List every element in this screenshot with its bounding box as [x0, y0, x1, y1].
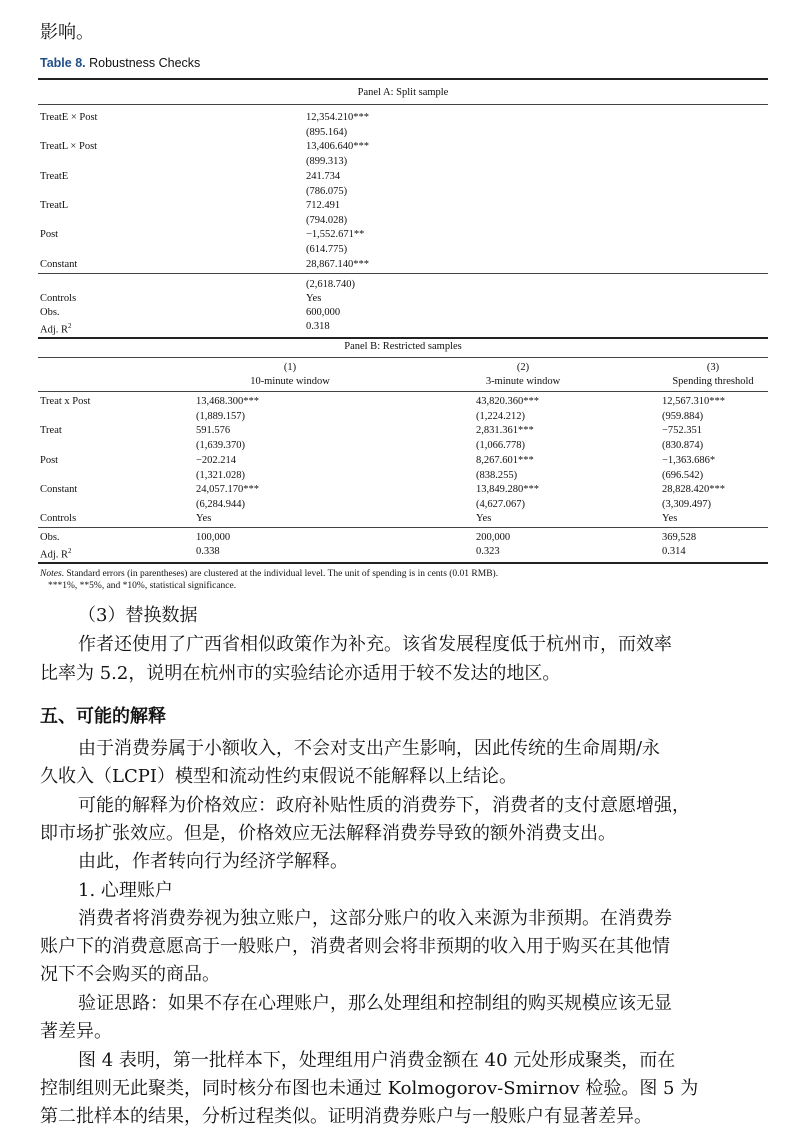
para2-line1: 由于消费券属于小额收入，不会对支出产生影响，因此传统的生命周期/永 — [78, 738, 661, 759]
panel-a-adjr2-label — [40, 320, 72, 337]
panel-b-cell-value: −1,363.686* — [662, 454, 716, 466]
adjr2-text: Adj. R — [40, 324, 69, 336]
panel-a-row-se: (794.028) — [306, 214, 348, 226]
panel-b-obs-c2: 200,000 — [476, 532, 511, 543]
adjr2-b-sup: 2 — [68, 547, 72, 555]
top-text: 影响。 — [40, 22, 94, 43]
panel-b-cell-value: −752.351 — [662, 425, 703, 437]
panel-a-row-label: TreatL × Post — [40, 141, 98, 153]
panel-b-obs-c3: 369,528 — [662, 532, 697, 543]
panel-a-row-value: 712.491 — [306, 199, 341, 211]
panel-b-cell-value: 13,849.280*** — [476, 483, 539, 495]
col1-name: 10-minute window — [250, 376, 330, 387]
para6-line2: 著差异。 — [40, 1021, 112, 1042]
panel-b-controls-c3: Yes — [662, 513, 678, 524]
panel-b-adjr2-c1: 0.338 — [196, 546, 220, 557]
notes-text: . Standard errors (in parentheses) are clustered at the individual level. The unit of spending is in cents (0.01 RMB). — [61, 569, 499, 579]
panel-b-controls-rule — [38, 527, 768, 528]
panel-b-controls-c1: Yes — [196, 513, 212, 524]
panel-b-cell-se: (4,627.067) — [476, 498, 525, 510]
para4: 由此，作者转向行为经济学解释。 — [78, 851, 348, 872]
panel-b-top-rule — [38, 337, 768, 339]
panel-b-cell-se: (830.874) — [662, 440, 704, 452]
para1-line1: 作者还使用了广西省相似政策作为补充。该省发展程度低于杭州市，而效率 — [78, 634, 672, 655]
para2-line2: 久收入（LCPI）模型和流动性约束假说不能解释以上结论。 — [40, 766, 517, 787]
panel-b-controls-c2: Yes — [476, 513, 492, 524]
panel-a-row-se: (614.775) — [306, 244, 348, 256]
panel-a-adjr2-value: 0.318 — [306, 321, 330, 332]
para7-line2: 控制组则无此聚类，同时核分布图也未通过 Kolmogorov-Smirnov 检验。图 5 为 — [40, 1078, 699, 1099]
panel-a-title: Panel A: Split sample — [357, 87, 449, 98]
col1-num: (1) — [283, 362, 297, 373]
panel-b-cell-se: (696.542) — [662, 469, 704, 481]
panel-a-row-label: TreatL — [40, 199, 69, 211]
panel-b-row-label: Treat — [40, 425, 62, 437]
panel-a-controls-label: Controls — [40, 293, 77, 304]
panel-a-row-value: 13,406.640*** — [306, 141, 369, 153]
section-5-heading: 五、可能的解释 — [40, 706, 166, 727]
table-notes-1 — [40, 568, 498, 580]
panel-b-cell-value: 591.576 — [196, 425, 231, 437]
panel-a-obs-label: Obs. — [40, 307, 60, 318]
panel-b-cell-se: (838.255) — [476, 469, 518, 481]
panel-b-adjr2-c3: 0.314 — [662, 546, 686, 557]
panel-b-controls-label: Controls — [40, 513, 77, 524]
panel-b-row-label: Treat x Post — [40, 396, 91, 407]
panel-a-row-value: 241.734 — [306, 170, 341, 182]
panel-a-rule — [38, 104, 768, 105]
table-label: Table 8. — [40, 56, 86, 70]
para7-line3: 第二批样本的结果，分析过程类似。证明消费券账户与一般账户有显著差异。 — [40, 1106, 652, 1127]
panel-a-obs-value: 600,000 — [306, 307, 341, 318]
panel-a-controls-value: Yes — [306, 293, 322, 304]
panel-a-row-se: (895.164) — [306, 127, 348, 138]
panel-b-cell-se: (6,284.944) — [196, 498, 245, 510]
panel-a-row-value: −1,552.671** — [306, 229, 365, 241]
col3-name: Spending threshold — [672, 376, 754, 387]
panel-b-cell-se: (1,889.157) — [196, 411, 245, 422]
panel-a-row-label: TreatE × Post — [40, 112, 98, 123]
panel-a-row-label: TreatE — [40, 170, 69, 182]
panel-b-cell-se: (1,321.028) — [196, 469, 245, 481]
panel-b-row-label: Post — [40, 454, 59, 466]
adjr2-sup: 2 — [68, 322, 72, 330]
panel-b-cell-value: 13,468.300*** — [196, 396, 259, 407]
panel-b-cell-se: (959.884) — [662, 411, 704, 422]
panel-a-row-se: (899.313) — [306, 156, 348, 168]
panel-b-cell-se: (3,309.497) — [662, 498, 711, 510]
panel-b-obs-label: Obs. — [40, 532, 60, 543]
panel-b-adjr2-c2: 0.323 — [476, 546, 500, 557]
para5-line3: 况下不会购买的商品。 — [40, 964, 220, 985]
para1-line2: 比率为 5.2，说明在杭州市的实验结论亦适用于较不发达的地区。 — [40, 663, 561, 684]
para6-line1: 验证思路：如果不存在心理账户，那么处理组和控制组的购买规模应该无显 — [78, 993, 672, 1014]
panel-a-row-label: Post — [40, 229, 59, 241]
panel-b-cell-value: 24,057.170*** — [196, 483, 259, 495]
table-title — [40, 56, 200, 70]
para3-line2: 即市场扩张效应。但是，价格效应无法解释消费券导致的额外消费支出。 — [40, 823, 616, 844]
table-bottom-rule — [38, 562, 768, 564]
panel-b-cell-value: 28,828.420*** — [662, 483, 725, 495]
panel-a-row-value: 28,867.140*** — [306, 258, 369, 270]
panel-b-cell-se: (1,639.370) — [196, 440, 245, 452]
adjr2-b-text: Adj. R — [40, 549, 69, 561]
panel-b-obs-c1: 100,000 — [196, 532, 231, 543]
col2-name: 3-minute window — [485, 376, 561, 387]
panel-b-rule — [38, 357, 768, 358]
table-notes-2: ***1%, **5%, and *10%, statistical significance. — [48, 581, 237, 591]
panel-b-cell-value: 2,831.361*** — [476, 425, 534, 437]
col2-num: (2) — [516, 362, 530, 373]
subsection-3: （3）替换数据 — [78, 605, 198, 626]
col3-num: (3) — [706, 362, 720, 373]
panel-b-cell-value: 8,267.601*** — [476, 454, 534, 466]
panel-b-adjr2-label — [40, 545, 72, 562]
heading-mental-accounting: 1. 心理账户 — [78, 880, 173, 901]
panel-b-cell-value: −202.214 — [196, 454, 237, 466]
panel-b-row-label: Constant — [40, 483, 78, 495]
table-title-text: Robustness Checks — [89, 56, 201, 70]
para7-line1: 图 4 表明，第一批样本下，处理组用户消费金额在 40 元处形成聚类，而在 — [78, 1050, 676, 1071]
panel-b-title: Panel B: Restricted samples — [344, 341, 462, 352]
panel-a-row-se: (2,618.740) — [306, 279, 355, 290]
para5-line1: 消费者将消费券视为独立账户，这部分账户的收入来源为非预期。在消费券 — [78, 908, 672, 929]
panel-a-row-label: Constant — [40, 258, 78, 270]
panel-b-cell-se: (1,224.212) — [476, 411, 525, 422]
notes-label: Notes — [40, 569, 62, 579]
panel-a-row-se: (786.075) — [306, 185, 348, 197]
para3-line1: 可能的解释为价格效应：政府补贴性质的消费券下，消费者的支付意愿增强， — [78, 795, 690, 816]
panel-b-cell-value: 12,567.310*** — [662, 396, 725, 407]
panel-b-cell-se: (1,066.778) — [476, 440, 525, 452]
table-top-rule — [38, 78, 768, 80]
panel-b-cell-value: 43,820.360*** — [476, 396, 539, 407]
panel-a-row-value: 12,354.210*** — [306, 112, 369, 123]
panel-b-header-rule — [38, 391, 768, 392]
panel-a-constant-rule — [38, 273, 768, 274]
para5-line2: 账户下的消费意愿高于一般账户，消费者则会将非预期的收入用于购买在其他情 — [40, 936, 670, 957]
